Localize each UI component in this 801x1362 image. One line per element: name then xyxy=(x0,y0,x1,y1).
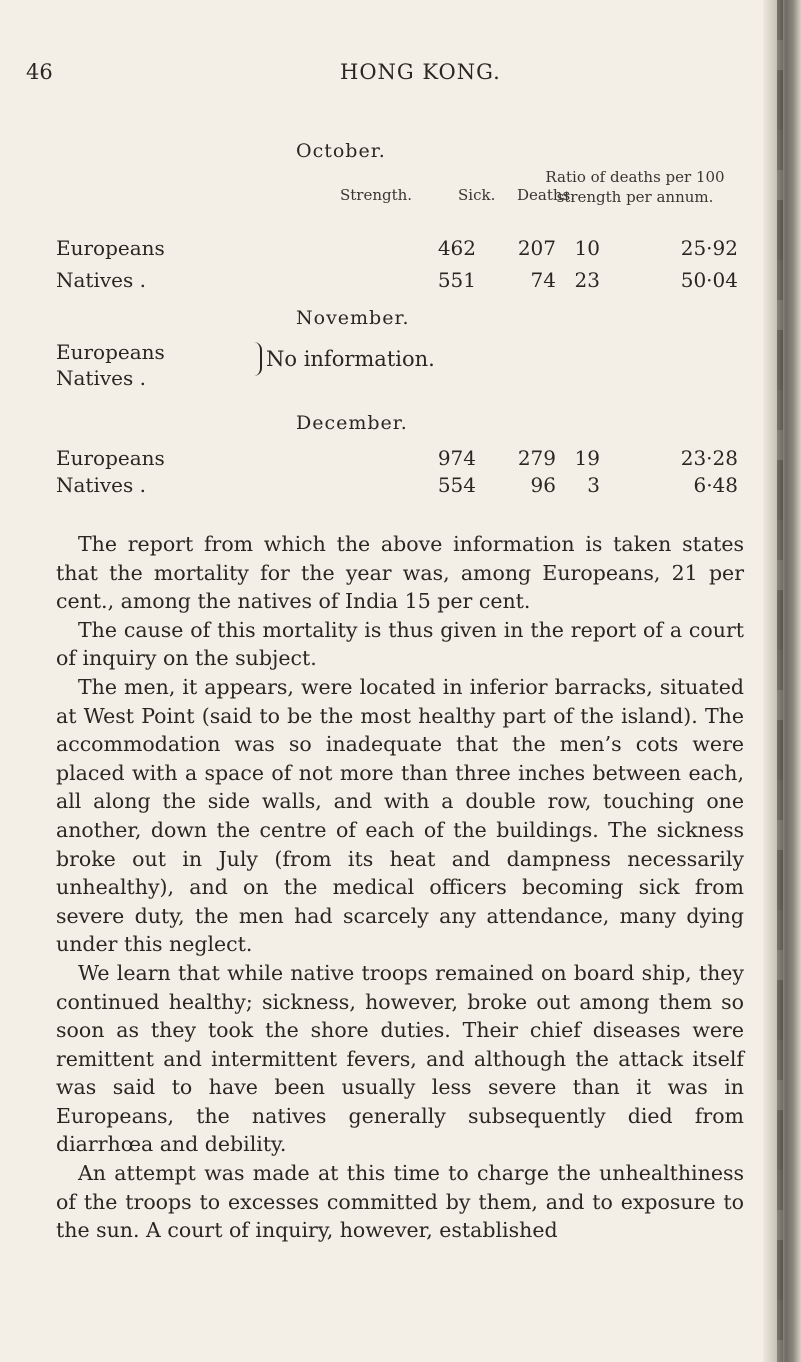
page-number: 46 xyxy=(26,60,53,84)
november-heading: November. xyxy=(296,307,410,329)
brace-icon xyxy=(250,342,262,376)
ratio-column-header: Ratio of deaths per 100 strength per annum. xyxy=(545,168,725,206)
paragraph: An attempt was made at this time to charge the unhealthiness of the troops to excesses committed by them, and to exposure to the sun. A court of inquiry, however, established xyxy=(56,1161,744,1243)
row-label: Natives . xyxy=(56,268,146,292)
sick-column-header: Sick. xyxy=(458,186,496,204)
deaths-column-header: Deaths. xyxy=(517,186,576,204)
paragraph: The men, it appears, were located in inferior barracks, situated at West Point (said to be the most healthy part of the island). The accommodation was so inadequate that the men’s cots were placed with a space of not more than three inches between each, all along the side walls, and with a double row, touching one another, down the centre of each of the buildings. The sickness broke out in July (from its heat and dampness necessarily unhealthy), and on the medical officers becoming sick from severe duty, the men had scarcely any attendance, many dying under this neglect. xyxy=(56,674,744,957)
ratio-value: 25·92 xyxy=(680,236,738,260)
no-information-note: No information. xyxy=(266,347,435,371)
row-label: Europeans xyxy=(56,446,165,470)
row-label: Europeans xyxy=(56,340,165,364)
ratio-value: 23·28 xyxy=(680,446,738,470)
sick-value: 279 xyxy=(517,446,556,470)
sick-value: 207 xyxy=(517,236,556,260)
strength-value: 462 xyxy=(437,236,476,260)
deaths-value: 3 xyxy=(587,473,600,497)
deaths-value: 10 xyxy=(574,236,600,260)
strength-column-header: Strength. xyxy=(340,186,413,204)
table-row xyxy=(0,446,760,472)
row-label: Natives . xyxy=(56,473,146,497)
paragraph: The cause of this mortality is thus given in the report of a court of inquiry on the subject. xyxy=(56,617,744,671)
table-row xyxy=(0,236,760,262)
table-row xyxy=(0,268,760,294)
sick-value: 96 xyxy=(530,473,556,497)
deaths-value: 19 xyxy=(574,446,600,470)
strength-value: 974 xyxy=(437,446,476,470)
ratio-value: 6·48 xyxy=(693,473,738,497)
page-header xyxy=(0,60,760,90)
december-heading: December. xyxy=(296,412,408,434)
ratio-value: 50·04 xyxy=(680,268,738,292)
paragraph: We learn that while native troops remained on board ship, they continued healthy; sickness, however, broke out among them so soon as they took the shore duties. Their chief diseases were remittent and intermittent fevers, and although the attack itself was said to have been usually less severe than it was in Europeans, the natives generally subsequently died from diarrhœa and debility. xyxy=(56,960,744,1157)
body-text xyxy=(56,530,744,1245)
running-head: HONG KONG. xyxy=(340,60,501,84)
table-row xyxy=(0,473,760,499)
page-edge-shadow xyxy=(763,0,801,1362)
strength-value: 554 xyxy=(437,473,476,497)
row-label: Europeans xyxy=(56,236,165,260)
sick-value: 74 xyxy=(530,268,556,292)
paragraph: The report from which the above information is taken states that the mortality for the year was, among Europeans, 21 per cent., among the natives of India 15 per cent. xyxy=(56,532,744,614)
strength-value: 551 xyxy=(437,268,476,292)
row-label: Natives . xyxy=(56,366,146,390)
october-heading: October. xyxy=(296,140,386,162)
deaths-value: 23 xyxy=(574,268,600,292)
